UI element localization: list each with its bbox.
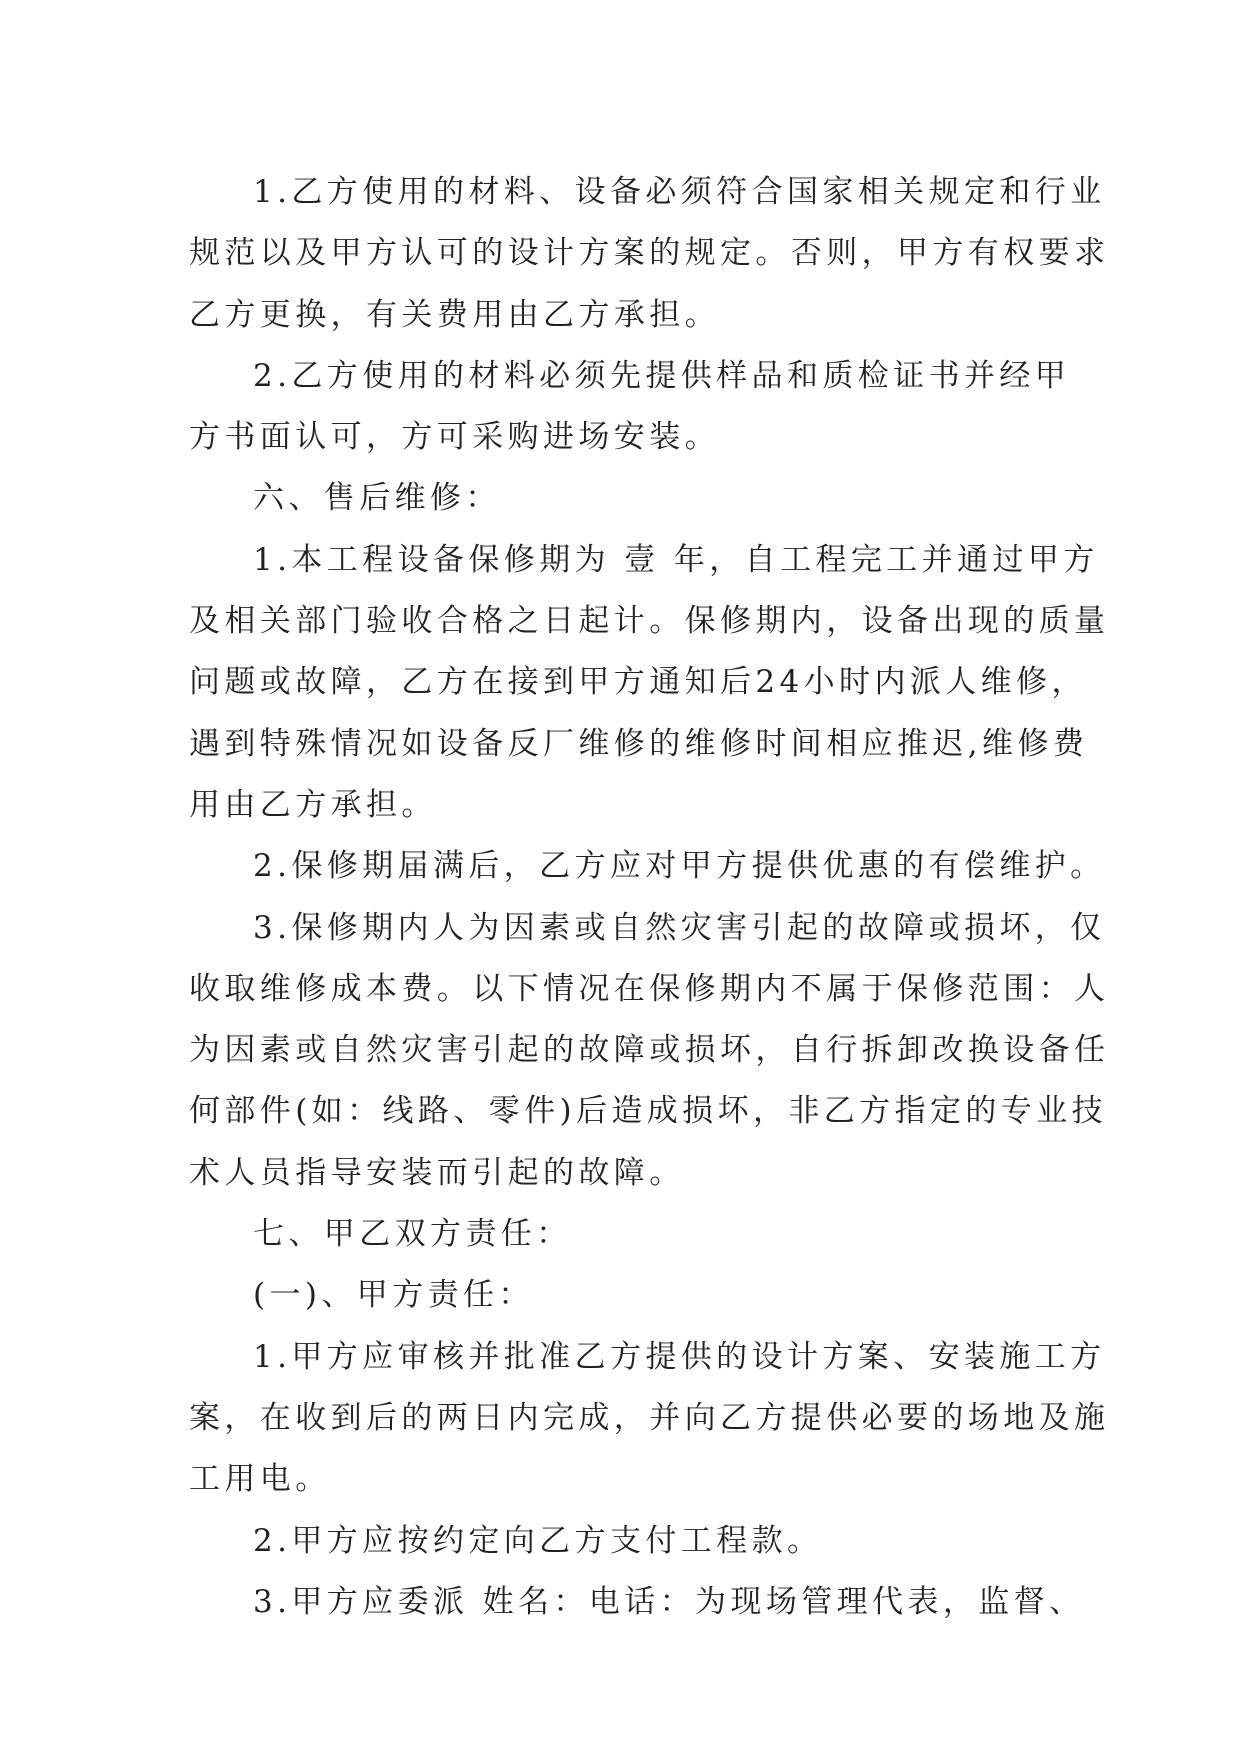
text-line: 案，在收到后的两日内完成，并向乙方提供必要的场地及施 (189, 1399, 1110, 1436)
document-body (189, 162, 1110, 1633)
text-line: 收取维修成本费。以下情况在保修期内不属于保修范围：人 (189, 970, 1110, 1007)
text-line: 3.甲方应委派 姓名：电话：为现场管理代表，监督、 (253, 1583, 1085, 1620)
text-line: 问题或故障，乙方在接到甲方通知后24小时内派人维修， (189, 664, 1087, 701)
section-heading: 六、售后维修： (253, 480, 501, 517)
text-line: 及相关部门验收合格之日起计。保修期内，设备出现的质量 (189, 603, 1110, 640)
subsection-heading: (一)、甲方责任： (253, 1277, 534, 1314)
text-line: 2.保修期届满后，乙方应对甲方提供优惠的有偿维护。 (253, 848, 1106, 885)
text-line: 乙方更换，有关费用由乙方承担。 (189, 296, 720, 333)
text-line: 术人员指导安装而引起的故障。 (189, 1154, 685, 1191)
text-line: 何部件(如：线路、零件)后造成损坏，非乙方指定的专业技 (189, 1093, 1107, 1130)
text-line: 方书面认可，方可采购进场安装。 (189, 419, 720, 456)
section-heading: 七、甲乙双方责任： (253, 1216, 572, 1253)
text-line: 1.甲方应审核并批准乙方提供的设计方案、安装施工方 (253, 1338, 1106, 1375)
text-line: 2.甲方应按约定向乙方支付工程款。 (253, 1522, 823, 1559)
text-line: 遇到特殊情况如设备反厂维修的维修时间相应推迟,维修费 (189, 725, 1089, 762)
text-line: 规范以及甲方认可的设计方案的规定。否则，甲方有权要求 (189, 235, 1110, 272)
text-line: 3.保修期内人为因素或自然灾害引起的故障或损坏，仅 (253, 909, 1106, 946)
text-line: 工用电。 (189, 1461, 331, 1498)
text-line: 1.本工程设备保修期为 壹 年，自工程完工并通过甲方 (253, 541, 1099, 578)
text-line: 为因素或自然灾害引起的故障或损坏，自行拆卸改换设备任 (189, 1032, 1110, 1069)
text-line: 1.乙方使用的材料、设备必须符合国家相关规定和行业 (253, 174, 1106, 210)
text-line: 用由乙方承担。 (189, 786, 437, 823)
text-line: 2.乙方使用的材料必须先提供样品和质检证书并经甲 (253, 357, 1071, 394)
